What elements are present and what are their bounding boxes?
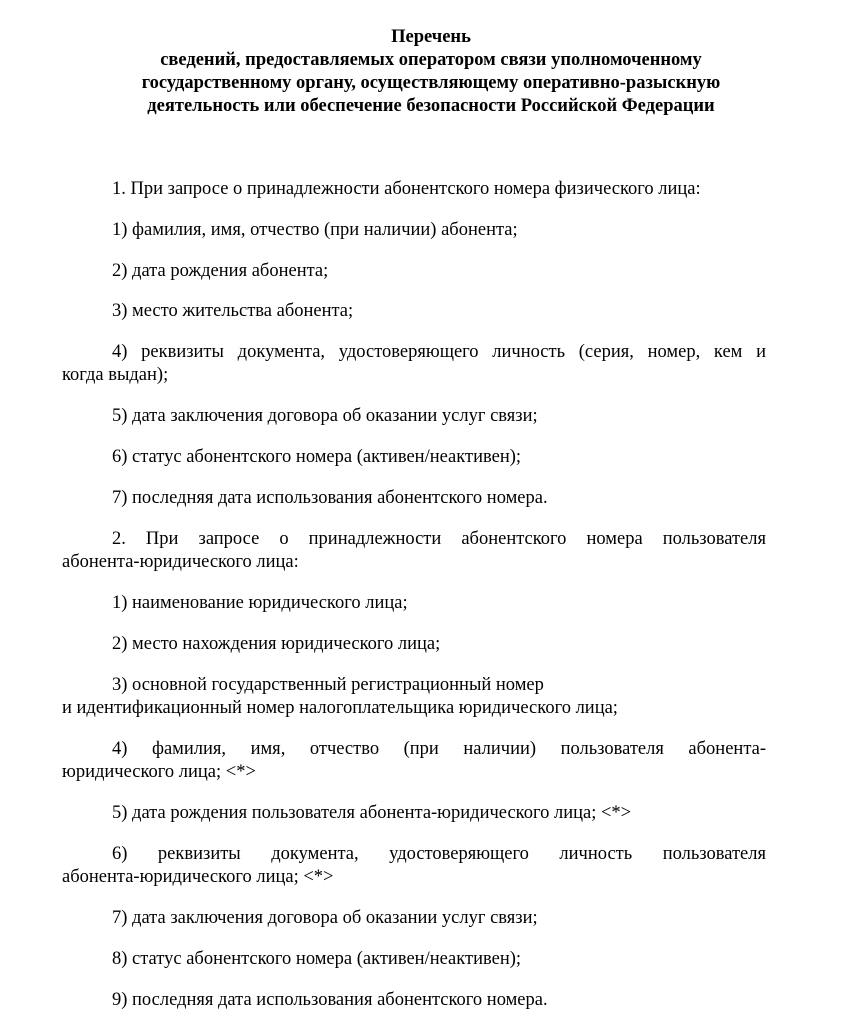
list-item: 6) статус абонентского номера (активен/неактивен); [112,447,522,467]
list-item: 5) дата заключения договора об оказании услуг связи; [112,406,538,426]
list-item: 1) фамилия, имя, отчество (при наличии) абонента; [112,220,518,240]
list-item: 2) место нахождения юридического лица; [112,634,441,654]
document-subtitle-line: деятельность или обеспечение безопасности Российской Федерации [147,96,715,116]
section-heading: 1. При запросе о принадлежности абонентского номера физического лица: [112,179,701,199]
document-title: Перечень [391,27,471,47]
document-subtitle-line: сведений, предоставляемых оператором связи уполномоченному [160,50,702,70]
list-item: 9) последняя дата использования абонентского номера. [112,990,548,1010]
section-heading: 2. При запросе о принадлежности абонентского номера пользователя абонента-юридического лица: [62,529,766,572]
list-item: 6) реквизиты документа, удостоверяющего личность пользователя абонента-юридического лица; <*> [62,844,766,887]
document-heading [0,26,862,118]
document-subtitle-line: государственному органу, осуществляющему оперативно-разыскную [141,73,721,93]
list-item: 3) место жительства абонента; [112,301,354,321]
list-item: 4) реквизиты документа, удостоверяющего личность (серия, номер, кем и когда выдан); [62,342,766,385]
list-item: 1) наименование юридического лица; [112,593,408,613]
list-item: 7) последняя дата использования абонентского номера. [112,488,548,508]
list-item: 5) дата рождения пользователя абонента-юридического лица; <*> [112,803,632,823]
list-item: 3) основной государственный регистрационный номер и идентификационный номер налогоплательщика юридического лица; [62,675,618,718]
list-item: 2) дата рождения абонента; [112,261,329,281]
list-item: 7) дата заключения договора об оказании услуг связи; [112,908,538,928]
list-item: 8) статус абонентского номера (активен/неактивен); [112,949,522,969]
list-item: 4) фамилия, имя, отчество (при наличии) пользователя абонента- юридического лица; <*> [62,739,766,782]
